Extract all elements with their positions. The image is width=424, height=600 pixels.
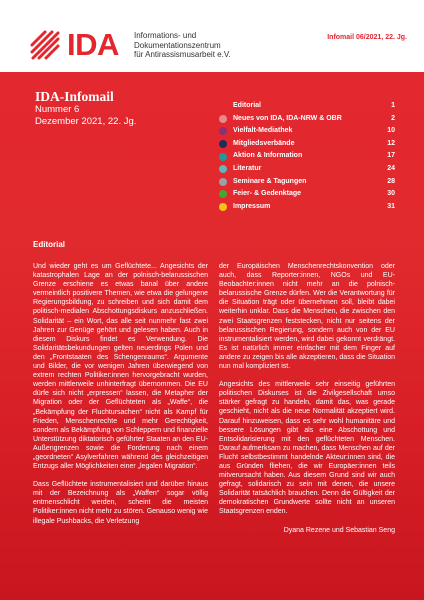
ida-logo-icon <box>30 30 60 60</box>
toc-item-neues[interactable] <box>219 113 395 126</box>
bullet-dot-icon <box>219 165 227 173</box>
toc-page: 1 <box>391 102 395 109</box>
bullet-dot-icon <box>219 115 227 123</box>
toc-label: Vielfalt-Mediathek <box>233 127 293 135</box>
editorial-column-left <box>33 262 208 526</box>
editorial-paragraph: Dass Geflüchtete instrumentalisiert und darüber hinaus mit der Bezeichnung als „Waffen“ sogar völlig entmenschlicht werden, scheint die meisten Politiker:innen nicht mehr zu stören. Genauso wenig wie illegale Pushbacks, die Verletzung <box>33 481 208 525</box>
table-of-contents <box>219 100 395 213</box>
toc-item-literatur[interactable] <box>219 163 395 176</box>
organization-name <box>134 31 231 60</box>
toc-page: 28 <box>387 177 395 185</box>
toc-page: 31 <box>387 202 395 210</box>
bullet-dot-icon <box>219 178 227 186</box>
toc-label: Mitgliedsverbände <box>233 139 295 147</box>
toc-item-editorial[interactable] <box>219 100 395 113</box>
toc-item-impressum[interactable] <box>219 201 395 214</box>
toc-item-seminare[interactable] <box>219 176 395 189</box>
org-line: für Antirassismusarbeit e.V. <box>134 50 231 59</box>
toc-label: Aktion & Information <box>233 152 303 160</box>
toc-page: 30 <box>387 190 395 198</box>
bullet-dot-icon <box>219 127 227 135</box>
editorial-heading: Editorial <box>33 240 66 249</box>
org-line: Dokumentationszentrum <box>134 40 221 50</box>
editorial-paragraph: Und wieder geht es um Geflüchtete... Angesichts der katastrophalen Lage an der polnisch-belarussischen Grenze erschiene es etwas banal über andere vermeintlich positivere Themen, wie etwa die gelungene Regierungsbildung, zu schreiben und sich damit dem politisch-medialen Abschottungsdiskurs anzuschließen. Solidarität – ein Wort, das alle seit nunmehr fast zwei Jahren zur Genüge gehört und gelesen haben. Auch in diesem Diskurs findet es Verwendung. Die Solidaritätsbekundungen gelten neuerdings Polen und den „Frontstaaten des Schengenraums“. Argumente und Bilder, die vor wenigen Jahren überwiegend von extrem rechten Politiker:innen hervorgebracht wurden, werden mittlerweile unhinterfragt übernommen. Die EU dürfe sich nicht „erpressen“ lassen, die Metapher der Migration oder der Geflüchteten als „Waffe“, die „Bekämpfung der Fluchtursachen“ nicht als Kampf für Frieden, Menschenrechte und mehr Gerechtigkeit, sondern als Bekämpfung von Schleppern und finanzielle Unterstützung diktatorisch geführter Staaten an den EU-Außengrenzen sowie die Forderung nach einem „geordneten“ Asylverfahren während des gleichzeitigen Entzugs aller Möglichkeiten einer „legalen Migration“. <box>33 263 208 471</box>
toc-label: Seminare & Tagungen <box>233 177 307 185</box>
newsletter-title: IDA-Infomail <box>35 89 114 104</box>
issue-label: Infomail 06/2021, 22. Jg. <box>327 34 407 41</box>
masthead <box>35 89 136 128</box>
org-line: Informations- und <box>134 31 197 40</box>
toc-label: Impressum <box>233 202 271 210</box>
toc-item-feiertage[interactable] <box>219 188 395 201</box>
toc-label: Literatur <box>233 164 262 172</box>
bullet-dot-icon <box>219 203 227 211</box>
toc-page: 10 <box>387 127 395 135</box>
editorial-column-right <box>219 262 395 535</box>
toc-item-mitgliedsverbaende[interactable] <box>219 138 395 151</box>
editorial-paragraph: Angesichts des mittlerweile sehr einseitig geführten politischen Diskurses ist die Zivilgesellschaft umso stärker gefragt zu handeln, damit das, was gerade geschieht, nicht als die neue Normalität akzeptiert wird. Darauf hinzuweisen, dass es sehr wohl humanitäre und bessere Lösungen gibt als eine Abschottung und Entsolidarisierung mit den geflüchteten Menschen. Darauf aufmerksam zu machen, dass Menschen auf der Flucht selbstbestimmt handelnde Akteur:innen sind, die aus Gründen fliehen, die wir Europäer:innen teils mitverursacht haben. Aus diesem Grund sind wir auch gefragt, solidarisch zu sein mit denen, die unsere Solidarität tatsächlich brauchen. Denn die Gültigkeit der demokratischen Grundwerte sollte nicht an unseren Staatsgrenzen enden. <box>219 381 395 516</box>
issue-date: Dezember 2021, 22. Jg. <box>35 116 137 127</box>
editorial-paragraph: der Europäischen Menschenrechtskonvention oder auch, dass Reporter:innen, NGOs und EU-Beobachter:innen nicht mehr an die polnisch-belarussische Grenze dürfen. Wer die Verantwortung für die Situation trägt oder übernehmen soll, bleibt dabei weiterhin unklar. Dass die Menschen, die zwischen den zwei Staatsgrenzen feststecken, nicht nur seitens der belarussischen Regierung, sondern auch von der EU instrumentalisiert werden, wird dabei gekonnt verdrängt. Es ist natürlich immer einfacher mit dem Finger auf andere zu zeigen bis alle akzeptieren, dass die Situation nun mal kompliziert ist. <box>219 263 395 371</box>
editorial-signature: Dyana Rezene und Sebastian Seng <box>283 526 395 534</box>
bullet-dot-icon <box>219 140 227 148</box>
header <box>0 0 424 72</box>
toc-label: Feier- & Gedenktage <box>233 190 302 198</box>
toc-page: 24 <box>387 164 395 172</box>
toc-item-aktion[interactable] <box>219 150 395 163</box>
toc-label: Neues von IDA, IDA-NRW & OBR <box>233 114 342 122</box>
logo-wordmark: IDA <box>67 27 119 62</box>
toc-label: Editorial <box>233 102 262 109</box>
issue-number: Nummer 6 <box>35 104 80 115</box>
toc-page: 17 <box>387 152 395 160</box>
toc-item-mediathek[interactable] <box>219 125 395 138</box>
toc-page: 2 <box>391 114 395 122</box>
bullet-dot-icon <box>219 190 227 198</box>
toc-page: 12 <box>387 139 395 147</box>
bullet-dot-icon <box>219 153 227 161</box>
